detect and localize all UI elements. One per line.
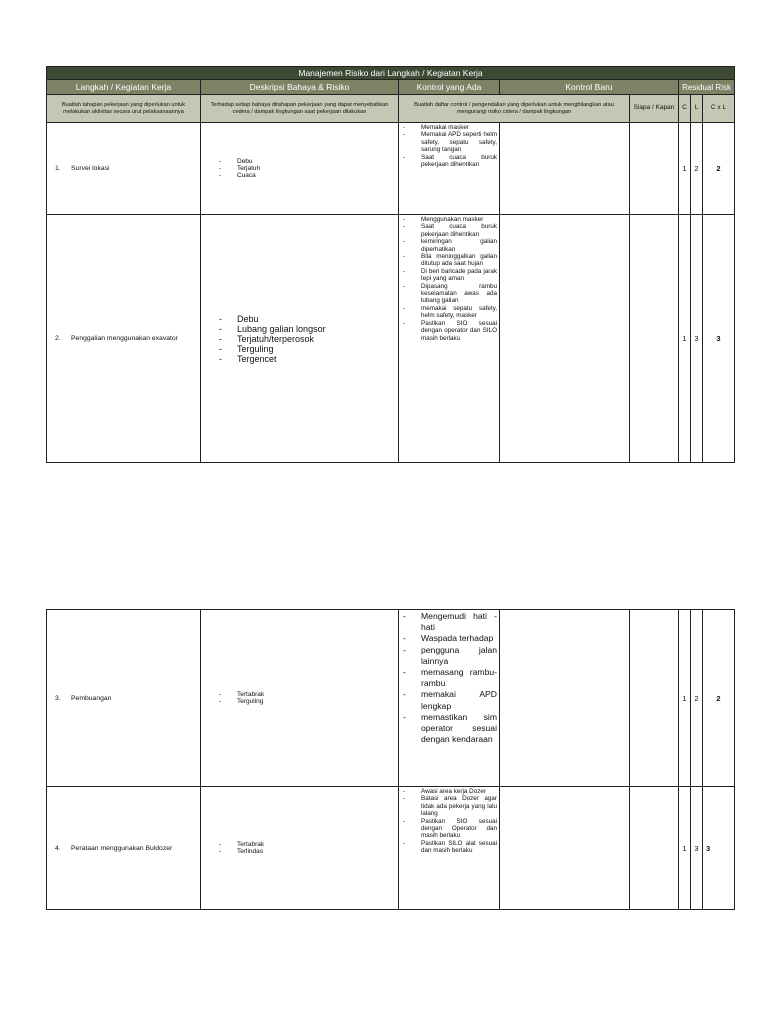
- control-item: - memakai sepatu safety, helm safety, masker: [403, 305, 497, 320]
- hazard-item: - Debu: [219, 314, 398, 324]
- step-label: Survei lokasi: [71, 165, 110, 172]
- hazard-cell: [201, 787, 399, 910]
- control-item: - Memakai APD seperti helm safety, sepatu safety, sarung tangan: [403, 131, 497, 153]
- table-row: [47, 610, 735, 787]
- subheader-l: L: [691, 95, 703, 123]
- step-label: Pembuangan: [71, 694, 112, 702]
- who-cell: [630, 787, 679, 910]
- c-value: 1: [679, 787, 691, 910]
- control-item: - Bila meninggalkan galian ditutup ada saat hujan: [403, 253, 497, 268]
- l-value: 2: [691, 610, 703, 787]
- control-item: - Dipasang rambu keselamatan awas ada lubang galian: [403, 283, 497, 305]
- header-hazard: Deskripsi Bahaya & Risiko: [201, 80, 399, 95]
- control-item: - Pastikan SIO sesuai dengan operator dan SILO masih berlaku: [403, 320, 497, 342]
- hazard-cell: [201, 123, 399, 215]
- control-item: - memakai APD lengkap: [403, 689, 497, 711]
- header-existing-control: Kontrol yang Ada: [399, 80, 500, 95]
- l-value: 3: [691, 787, 703, 910]
- step-number: 2.: [55, 334, 61, 342]
- subheader-c: C: [679, 95, 691, 123]
- c-value: 1: [679, 215, 691, 463]
- control-item: - Saat cuaca buruk pekerjaan dihentikan: [403, 154, 497, 169]
- hazard-cell: [201, 610, 399, 787]
- control-item: - Saat cuaca buruk pekerjaan dihentikan: [403, 223, 497, 238]
- hazard-item: - Terguling: [219, 344, 398, 354]
- control-item: - Batasi area Dozer agar tidak ada pekerja yang lalu lalang: [403, 795, 497, 817]
- l-value: 3: [691, 215, 703, 463]
- subheader-step: Buatlah tahapan pekerjaan yang diperlukan untuk melakukan aktivitas secara urut pelaksanaannya: [47, 95, 201, 123]
- control-item: - Mengemudi hati - hati: [403, 611, 497, 633]
- hazard-item: - Tertabrak: [219, 691, 398, 698]
- control-item: - Memakai masker: [403, 124, 497, 131]
- step-number: 3.: [55, 694, 61, 702]
- control-item: - Waspada terhadap: [403, 633, 497, 644]
- step-cell: [47, 787, 201, 910]
- hazard-item: - Debu: [219, 158, 398, 165]
- table-row: [47, 215, 735, 463]
- cxl-value: 2: [703, 610, 735, 787]
- who-cell: [630, 123, 679, 215]
- existing-control-cell: [399, 787, 500, 910]
- step-label: Penggalian menggunakan exavator: [71, 334, 178, 342]
- subheader-control: Buatlah daftar control / pengendalian yang diperlukan untuk menghilangkan atau mengurangi risiko cidera / dampak lingkungan: [399, 95, 630, 123]
- new-control-cell: [500, 123, 630, 215]
- c-value: 1: [679, 610, 691, 787]
- control-item: - memasang rambu-rambu: [403, 667, 497, 689]
- control-item: - Menggunakan masker: [403, 216, 497, 223]
- hazard-item: - Terjatuh/terperosok: [219, 334, 398, 344]
- c-value: 1: [679, 123, 691, 215]
- who-cell: [630, 610, 679, 787]
- existing-control-cell: [399, 123, 500, 215]
- table-row: [47, 787, 735, 910]
- new-control-cell: [500, 215, 630, 463]
- step-cell: [47, 123, 201, 215]
- hazard-item: - Terjatuh: [219, 165, 398, 172]
- header-new-control: Kontrol Baru: [500, 80, 679, 95]
- hazard-item: - Terlindas: [219, 848, 398, 855]
- hazard-cell: [201, 215, 399, 463]
- new-control-cell: [500, 610, 630, 787]
- hazard-item: - Lubang galian longsor: [219, 324, 398, 334]
- step-cell: [47, 215, 201, 463]
- control-item: - memastikan sim operator sesuai dengan kendaraan: [403, 712, 497, 746]
- hazard-item: - Cuaca: [219, 172, 398, 179]
- subheader-hazard: Terhadap setiap bahaya ditahapan pekerjaan yang dapat menyebabkan cedera / dampak lingkungan saat pekerjaan dilakukan: [201, 95, 399, 123]
- risk-table-page-1: [46, 66, 735, 463]
- control-item: - pengguna jalan lainnya: [403, 645, 497, 667]
- control-item: - kemiringan galian diperhatikan: [403, 238, 497, 253]
- hazard-item: - Tergencet: [219, 354, 398, 364]
- l-value: 2: [691, 123, 703, 215]
- risk-table-page-2: [46, 609, 735, 910]
- step-cell: [47, 610, 201, 787]
- cxl-value: 2: [703, 123, 735, 215]
- step-label: Perataan menggunakan Buldozer: [71, 844, 173, 852]
- hazard-item: - Tertabrak: [219, 841, 398, 848]
- control-item: - Di beri baricade pada jarak tepi yang aman: [403, 268, 497, 283]
- table-title: Manajemen Risiko dari Langkah / Kegiatan Kerja: [47, 67, 735, 80]
- existing-control-cell: [399, 215, 500, 463]
- step-number: 1.: [55, 165, 61, 172]
- new-control-cell: [500, 787, 630, 910]
- who-cell: [630, 215, 679, 463]
- subheader-cxl: C x L: [703, 95, 735, 123]
- cxl-value: 3: [703, 215, 735, 463]
- header-step: Langkah / Kegiatan Kerja: [47, 80, 201, 95]
- cxl-value: 3: [703, 787, 735, 910]
- subheader-who: Siapa / Kapan: [630, 95, 679, 123]
- existing-control-cell: [399, 610, 500, 787]
- header-residual-risk: Residual Risk: [679, 80, 735, 95]
- table-row: [47, 123, 735, 215]
- control-item: - Pastikan SILO alat sesuai dan masih berlaku: [403, 840, 497, 855]
- step-number: 4.: [55, 844, 61, 852]
- control-item: - Pastikan SIO sesuai dengan Operator dan masih berlaku: [403, 818, 497, 840]
- control-item: - Awasi area kerja Dozer: [403, 788, 497, 795]
- hazard-item: - Terguling: [219, 698, 398, 705]
